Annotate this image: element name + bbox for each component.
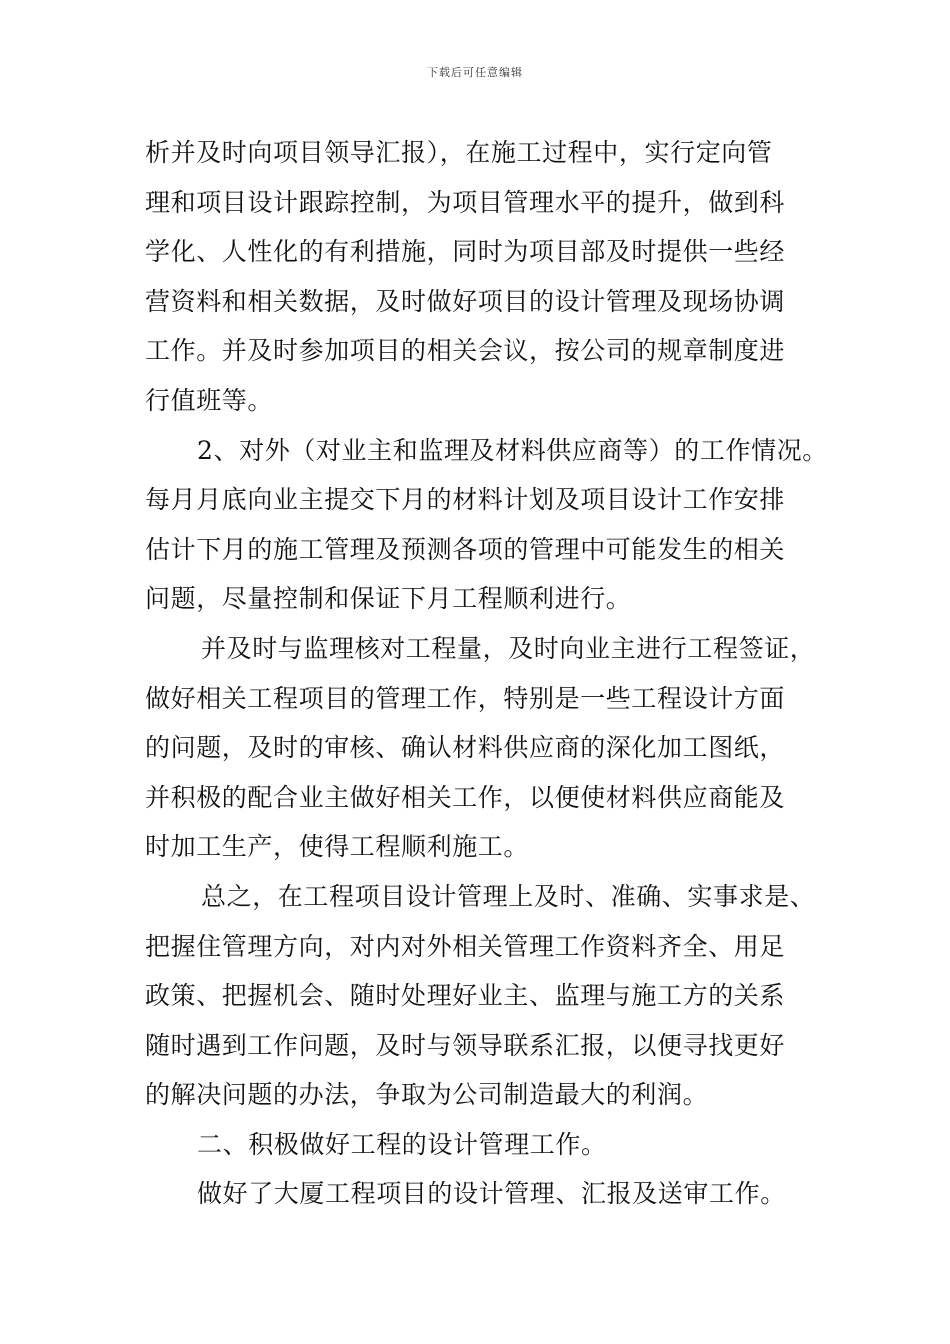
text-line: 理和项目设计跟踪控制，为项目管理水平的提升，做到科 <box>145 187 786 217</box>
text-line: 的解决问题的办法，争取为公司制造最大的利润。 <box>145 1080 709 1110</box>
text-line: 学化、人性化的有利措施，同时为项目部及时提供一些经 <box>145 237 786 267</box>
text-line: 问题，尽量控制和保证下月工程顺利进行。 <box>145 584 632 614</box>
paragraph-start: 总之，在工程项目设计管理上及时、准确、实事求是、 <box>201 881 816 911</box>
text-line: 把握住管理方向，对内对外相关管理工作资料齐全、用足 <box>145 931 786 961</box>
paragraph-start: 并及时与监理核对工程量，及时向业主进行工程签证， <box>201 633 816 663</box>
text-line: 的问题，及时的审核、确认材料供应商的深化加工图纸， <box>145 733 786 763</box>
text-line: 并积极的配合业主做好相关工作，以便使材料供应商能及 <box>145 782 786 812</box>
text-line: 析并及时向项目领导汇报），在施工过程中，实行定向管 <box>145 138 773 167</box>
text-line: 行值班等。 <box>145 385 274 415</box>
text-line: 做好相关工程项目的管理工作，特别是一些工程设计方面 <box>145 683 786 713</box>
paragraph-start: 2、对外（对业主和监理及材料供应商等）的工作情况。 <box>197 435 828 465</box>
paragraph-start: 二、积极做好工程的设计管理工作。 <box>197 1129 607 1159</box>
text-line: 每月月底向业主提交下月的材料计划及项目设计工作安排 <box>145 485 786 515</box>
document-body <box>145 128 835 1219</box>
text-line: 时加工生产，使得工程顺利施工。 <box>145 832 530 862</box>
text-line: 营资料和相关数据，及时做好项目的设计管理及现场协调 <box>145 286 786 316</box>
paragraph-start: 做好了大厦工程项目的设计管理、汇报及送审工作。 <box>197 1179 786 1209</box>
text-line: 随时遇到工作问题，及时与领导联系汇报，以便寻找更好 <box>145 1030 786 1060</box>
text-line: 政策、把握机会、随时处理好业主、监理与施工方的关系 <box>145 981 786 1011</box>
page-header: 下载后可任意编辑 <box>427 66 523 79</box>
text-line: 工作。并及时参加项目的相关会议，按公司的规章制度进 <box>145 336 786 366</box>
text-line: 估计下月的施工管理及预测各项的管理中可能发生的相关 <box>145 534 786 564</box>
